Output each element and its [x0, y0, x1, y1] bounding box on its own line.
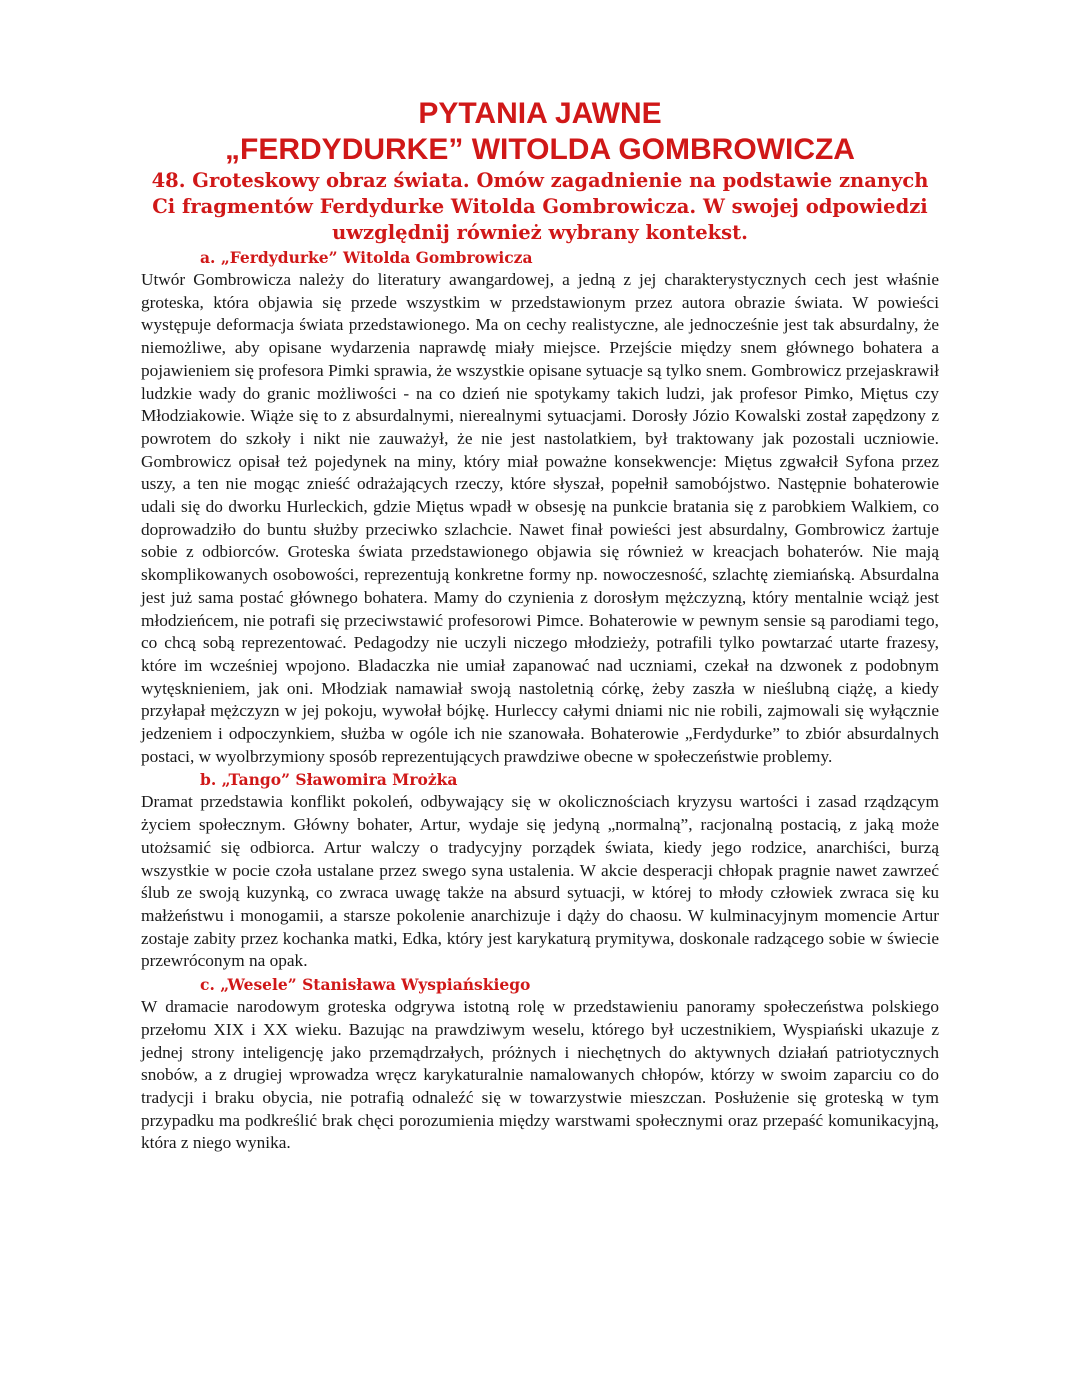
section-heading-b: b. „Tango” Sławomira Mrożka — [200, 770, 458, 790]
section-heading-c: c. „Wesele” Stanisława Wyspiańskiego — [200, 975, 531, 995]
question-prompt: 48. Groteskowy obraz świata. Omów zagadnienie na podstawie znanych Ci fragmentów Ferdydurke Witolda Gombrowicza. W swojej odpowiedzi uwzględnij również wybrany kontekst. — [151, 169, 929, 244]
section-body-b: Dramat przedstawia konflikt pokoleń, odbywający się w okolicznościach kryzysu wartości i zasad rządzącym życiem społecznym. Główny bohater, Artur, wydaje się jedyną „normalną”, racjonalną postacią, z jaką może utożsamić się odbiorca. Artur walczy o tradycyjny porządek świata, kiedy jego rodzice, anarchiści, burzą wszystkie w pocie czoła ustalane przez swego syna ustalenia. W akcie desperacji chłopak pragnie nawet zawrzeć ślub ze swoją kuzynką, co zwraca uwagę także na absurd sytuacji, w której to młody człowiek zwraca się ku małżeństwu i monogamii, a starsze pokolenie anarchizuje i dąży do chaosu. W kulminacyjnym momencie Artur zostaje zabity przez kochanka matki, Edka, który jest karykaturą prymitywa, doskonale radzącego sobie w świecie przewróconym na opak. — [141, 792, 939, 971]
title-line-1: PYTANIA JAWNE — [418, 97, 662, 130]
document-title — [141, 96, 939, 168]
section-body-c: W dramacie narodowym groteska odgrywa istotną rolę w przedstawieniu panoramy społeczeństwa polskiego przełomu XIX i XX wieku. Bazując na prawdziwym weselu, którego był uczestnikiem, Wyspiański ukazuje z jednej strony inteligencję jako przemądrzałych, próżnych i niechętnych do aktywnych działań patriotycznych snobów, a z drugiej wprowadza wręcz karykaturalnie namalowanych chłopów, którzy w swoim zaparciu co do tradycji i braku obycia, nie potrafią odnaleźć się w towarzystwie mieszczan. Posłużenie się groteską w tym przypadku ma podkreślić brak chęci porozumienia między warstwami społecznymi oraz przepaść komunikacyjną, która z niego wynika. — [141, 997, 939, 1153]
title-line-2: „FERDYDURKE” WITOLDA GOMBROWICZA — [225, 133, 855, 166]
section-heading-a: a. „Ferdydurke” Witolda Gombrowicza — [200, 248, 533, 267]
document-page — [141, 96, 939, 1155]
section-body-a: Utwór Gombrowicza należy do literatury awangardowej, a jedną z jej charakterystycznych cech jest właśnie groteska, która objawia się przede wszystkim w przedstawionym przez autora obrazie świata. W powieści występuje deformacja świata przedstawionego. Ma on cechy realistyczne, ale jednocześnie jest tak absurdalny, że niemożliwe, aby opisane wydarzenia naprawdę miały miejsce. Przejście między snem głównego bohatera a pojawieniem się profesora Pimki sprawia, że wszystkie opisane sytuacje są tylko snem. Gombrowicz przejaskrawił ludzkie wady do granic możliwości - na co dzień nie spotykamy takich ludzi, jak profesor Pimko, Miętus czy Młodziakowie. Wiąże się to z absurdalnymi, nierealnymi sytuacjami. Dorosły Józio Kowalski został zapędzony z powrotem do szkoły i nikt nie zauważył, że nie jest nastolatkiem, był traktowany jak pozostali uczniowie. Gombrowicz opisał też pojedynek na miny, który miał poważne konsekwencje: Miętus zgwałcił Syfona przez uszy, a ten nie mogąc znieść odrażających rzeczy, które słyszał, popełnił samobójstwo. Następnie bohaterowie udali się do dworku Hurleckich, gdzie Miętus wpadł w obsesję na punkcie bratania się z parobkiem Walkiem, co doprowadziło do buntu służby przeciwko szlachcie. Nawet finał powieści jest absurdalny, Gombrowicz żartuje sobie z odbiorców. Groteska świata przedstawionego objawia się również w kreacjach bohaterów. Nie mają skomplikowanych osobowości, reprezentują konkretne formy np. nowoczesność, szlachtę ziemiańską. Absurdalna jest już sama postać głównego bohatera. Mamy do czynienia z dorosłym mężczyzną, który mentalnie wciąż jest młodzieńcem, nie potrafi się przeciwstawić profesorowi Pimce. Bohaterowie w pewnym sensie są parodiami tego, co chcą sobą reprezentować. Pedagodzy nie uczyli niczego młodzieży, potrafili tylko powtarzać utarte frazesy, które im wcześniej wpojono. Bladaczka nie umiał zapanować nad uczniami, czekał na dzwonek z podobnym wytęsknieniem, jak oni. Młodziak namawiał swoją nastoletnią córkę, żeby zaszła w nieślubną ciążę, a kiedy przyłapał mężczyzn w jej pokoju, wywołał bójkę. Hurleccy całymi dniami nic nie robili, zajmowali się wyłącznie jedzeniem i odpoczynkiem, służba w ogóle ich nie szanowała. Bohaterowie „Ferdydurke” to zbiór absurdalnych postaci, w wyolbrzymiony sposób reprezentujących prawdziwe obecne w społeczeństwie problemy. — [141, 270, 939, 766]
